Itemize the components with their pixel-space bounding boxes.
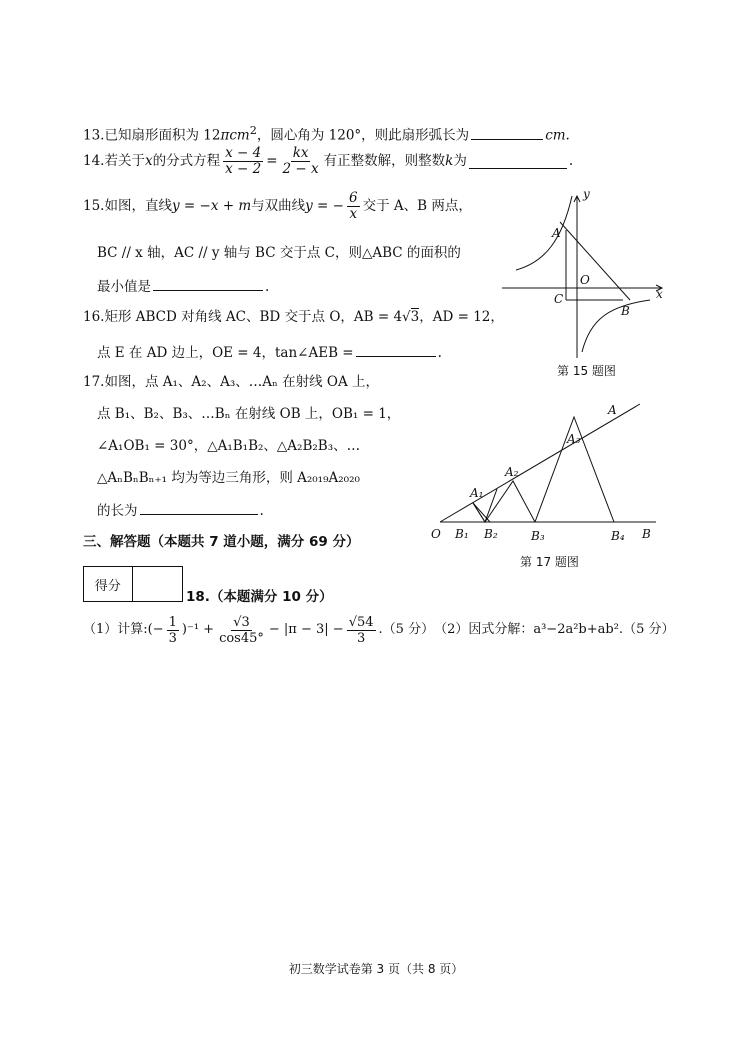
fig15-label-c: C xyxy=(554,292,564,306)
q18-frac-3 xyxy=(347,615,376,646)
fig17-label-b3: B₃ xyxy=(531,529,545,543)
fig17-ray-oa xyxy=(440,404,640,522)
score-field[interactable] xyxy=(133,567,182,601)
fig15-label-x: x xyxy=(656,287,663,301)
question-17-line-3: ∠A₁OB₁ = 30°，△A₁B₁B₂、△A₂B₂B₃、… xyxy=(97,438,361,454)
q13-mid: ，圆心角为 120°，则此扇形弧长为 xyxy=(256,127,470,144)
question-16-line-2 xyxy=(97,342,442,362)
q18-frac1-den: 3 xyxy=(168,630,177,646)
q13-end-unit: cm. xyxy=(545,127,570,144)
q15-line-eq: y = −x + m xyxy=(171,198,252,214)
q18-p1-b: )⁻¹ + xyxy=(181,622,215,637)
q15-answer-blank[interactable] xyxy=(153,276,263,291)
question-15-line-1 xyxy=(83,188,472,224)
sqrt-symbol: √ xyxy=(402,309,411,325)
q16-line2-text: 点 E 在 AD 边上，OE = 4，tan∠AEB = xyxy=(97,345,354,361)
question-15-line-3 xyxy=(97,276,269,296)
question-18-parts xyxy=(83,610,674,650)
fig17-label-b2: B₂ xyxy=(484,527,498,541)
q18-part1-prefix: （1）计算: xyxy=(83,622,148,637)
fig17-label-o: O xyxy=(431,527,441,541)
q13-sup: 2 xyxy=(249,124,257,137)
q15-hyperbola-eq: y = − xyxy=(305,198,344,214)
q15-fraction xyxy=(347,191,360,222)
score-label: 得分 xyxy=(84,567,133,601)
q13-text: 13.已知扇形面积为 12 xyxy=(83,127,221,144)
figure-17 xyxy=(428,400,668,550)
fig15-caption: 第 15 题图 xyxy=(557,364,616,378)
q14-answer-blank[interactable] xyxy=(469,154,567,169)
q13-unit: cm xyxy=(229,127,250,144)
q15-text-b: 与双曲线 xyxy=(251,198,306,214)
fig17-label-b4: B₄ xyxy=(611,529,625,543)
fig15-label-y: y xyxy=(583,190,590,201)
q14-var-x: x xyxy=(144,153,153,169)
fig15-hyperbola-right xyxy=(582,300,650,352)
question-17-line-5 xyxy=(97,500,264,520)
q14-text3: 为 xyxy=(453,153,467,169)
fig15-label-b: B xyxy=(621,304,630,318)
q18-part2: （2）因式分解：a³−2a²b+ab².（5 分） xyxy=(434,622,675,637)
q18-frac-2 xyxy=(217,615,266,646)
q13-answer-blank[interactable] xyxy=(471,125,543,140)
fig17-label-a3: A₃ xyxy=(567,432,581,446)
q14-f1-den: x − 2 xyxy=(225,160,262,177)
q15-end: . xyxy=(265,279,270,295)
q14-fraction-1 xyxy=(223,146,263,177)
fig17-a1-b1 xyxy=(473,503,485,522)
fig15-label-o: O xyxy=(580,273,590,287)
q14-end: . xyxy=(568,153,574,169)
question-17-line-2: 点 B₁、B₂、B₃、…Bₙ 在射线 OB 上，OB₁ = 1， xyxy=(97,406,401,422)
q17-answer-blank[interactable] xyxy=(140,500,258,515)
q18-frac3-den: 3 xyxy=(356,630,366,646)
q18-p1-d: − |π − 3| − xyxy=(268,622,344,637)
q16-line1-text: 16.矩形 ABCD 对角线 AC、BD 交于点 O，AB = 4 xyxy=(83,309,403,325)
q18-frac2-num: √3 xyxy=(233,614,250,630)
section-3-title: 三、解答题（本题共 7 道小题，满分 69 分） xyxy=(83,534,360,550)
q15-f-num: 6 xyxy=(348,189,358,206)
q14-eq: = xyxy=(266,153,278,169)
question-14 xyxy=(83,143,573,179)
q17-line5-text: 的长为 xyxy=(97,503,138,519)
score-box xyxy=(83,566,183,602)
q18-frac3-num: √54 xyxy=(348,614,374,630)
q18-p1-end: .（5 分） xyxy=(378,622,435,637)
q14-f1-num: x − 4 xyxy=(225,144,262,161)
q18-frac2-den: cos45° xyxy=(219,630,264,646)
question-18-title: 18.（本题满分 10 分） xyxy=(186,589,333,605)
fig17-label-a1: A₁ xyxy=(470,486,484,500)
q13-pi: π xyxy=(220,127,230,144)
q14-fraction-2 xyxy=(281,146,321,177)
q14-text1: 的分式方程 xyxy=(152,153,221,169)
question-13 xyxy=(83,122,570,145)
fig17-label-b: B xyxy=(642,527,651,541)
q14-var-k: k xyxy=(445,153,454,169)
fig17-label-a: A xyxy=(608,403,617,417)
q15-f-den: x xyxy=(349,205,358,222)
q15-text-a: 15.如图，直线 xyxy=(83,198,172,214)
fig15-hyperbola-left xyxy=(516,196,572,270)
q16-sqrt-value: 3 xyxy=(410,309,420,325)
question-17-line-1: 17.如图，点 A₁、A₂、A₃、…Aₙ 在射线 OA 上， xyxy=(83,374,380,390)
page-footer: 初三数学试卷第 3 页（共 8 页） xyxy=(288,962,464,976)
question-15-line-2: BC // x 轴，AC // y 轴与 BC 交于点 C，则△ABC 的面积的 xyxy=(97,245,461,261)
q17-end: . xyxy=(259,503,264,519)
q16-line1-end: ，AD = 12， xyxy=(419,309,504,325)
q15-line3-text: 最小值是 xyxy=(97,279,151,295)
q15-text-c: 交于 A、B 两点， xyxy=(362,198,472,214)
question-17-line-4: △AₙBₙBₙ₊₁ 均为等边三角形，则 A₂₀₁₉A₂₀₂₀ xyxy=(97,470,360,486)
q14-f2-den: 2 − x xyxy=(282,160,319,177)
q18-frac-1 xyxy=(167,615,179,646)
q14-f2-num: kx xyxy=(292,144,309,161)
fig15-label-a: A xyxy=(552,226,561,240)
q18-p1-a: (− xyxy=(147,622,164,637)
fig17-a1-b2 xyxy=(473,503,490,522)
figure-15 xyxy=(500,190,670,360)
q14-text2: 有正整数解，则整数 xyxy=(323,153,446,169)
fig17-caption: 第 17 题图 xyxy=(520,555,579,569)
q16-end: . xyxy=(437,345,442,361)
q18-frac1-num: 1 xyxy=(168,614,177,630)
fig17-label-a2: A₂ xyxy=(505,465,519,479)
fig17-label-b1: B₁ xyxy=(455,527,469,541)
question-16-line-1 xyxy=(83,308,504,326)
q14-text: 14.若关于 xyxy=(83,153,145,169)
q16-answer-blank[interactable] xyxy=(356,342,436,357)
